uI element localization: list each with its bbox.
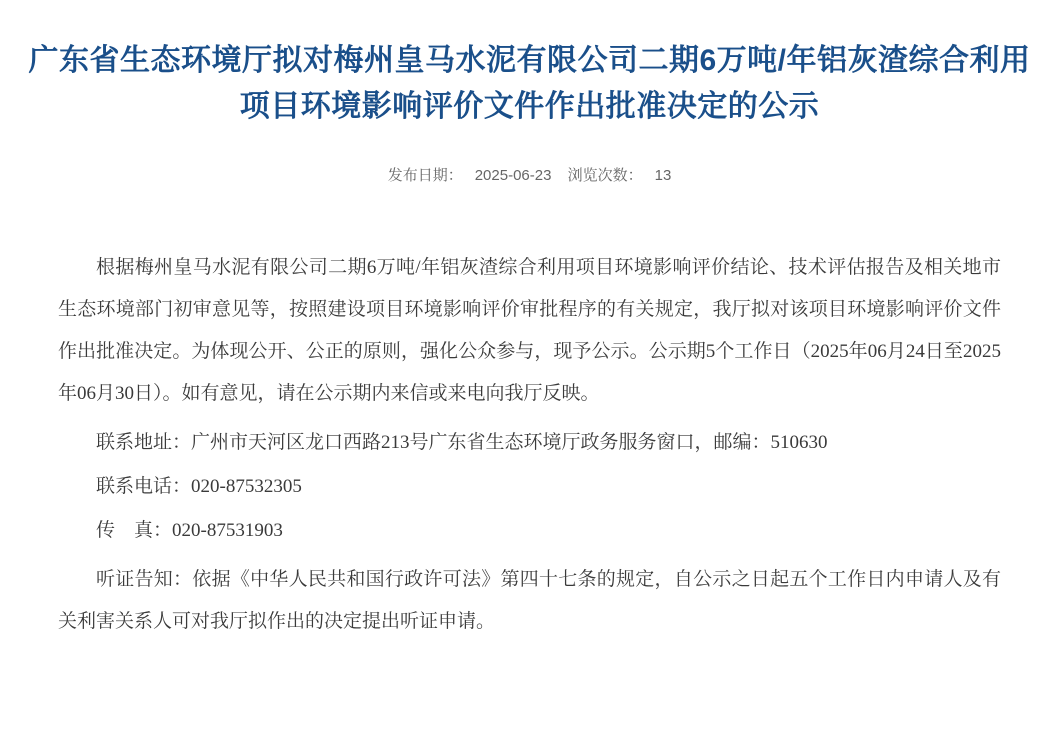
main-paragraph: 根据梅州皇马水泥有限公司二期6万吨/年铝灰渣综合利用项目环境影响评价结论、技术评估报告及相关地市生态环境部门初审意见等，按照建设项目环境影响评价审批程序的有关规定，我厅拟对该项目环境影响评价文件作出批准决定。为体现公开、公正的原则，强化公众参与，现予公示。公示期5个工作日（2025年06月24日至2025年06月30日）。如有意见，请在公示期内来信或来电向我厅反映。	[58, 257, 1001, 405]
publish-date-value: 2025-06-23	[474, 167, 552, 185]
views-label: 浏览次数：	[567, 167, 643, 185]
contact-phone-label: 联系电话：	[96, 476, 192, 498]
contact-address-value: 广州市天河区龙口西路213号广东省生态环境厅政务服务窗口，邮编：510630	[191, 432, 828, 454]
contact-phone-value: 020-87532305	[191, 476, 302, 498]
page-title: 广东省生态环境厅拟对梅州皇马水泥有限公司二期6万吨/年铝灰渣综合利用项目环境影响评价文件作出批准决定的公示	[28, 44, 1031, 124]
article-page	[0, 20, 1059, 746]
contact-fax	[58, 509, 1001, 553]
views-value: 13	[654, 167, 672, 185]
contact-fax-label: 传 真：	[96, 520, 173, 542]
article-meta	[0, 164, 1059, 185]
contact-address-label: 联系地址：	[96, 432, 192, 454]
publish-date-label: 发布日期：	[387, 167, 463, 185]
contact-address	[58, 421, 1001, 465]
contact-phone	[58, 465, 1001, 509]
contact-fax-value: 020-87531903	[172, 520, 283, 542]
hearing-notice: 听证告知：依据《中华人民共和国行政许可法》第四十七条的规定，自公示之日起五个工作日内申请人及有关利害关系人可对我厅拟作出的决定提出听证申请。	[58, 569, 1001, 633]
article-body	[0, 247, 1059, 643]
